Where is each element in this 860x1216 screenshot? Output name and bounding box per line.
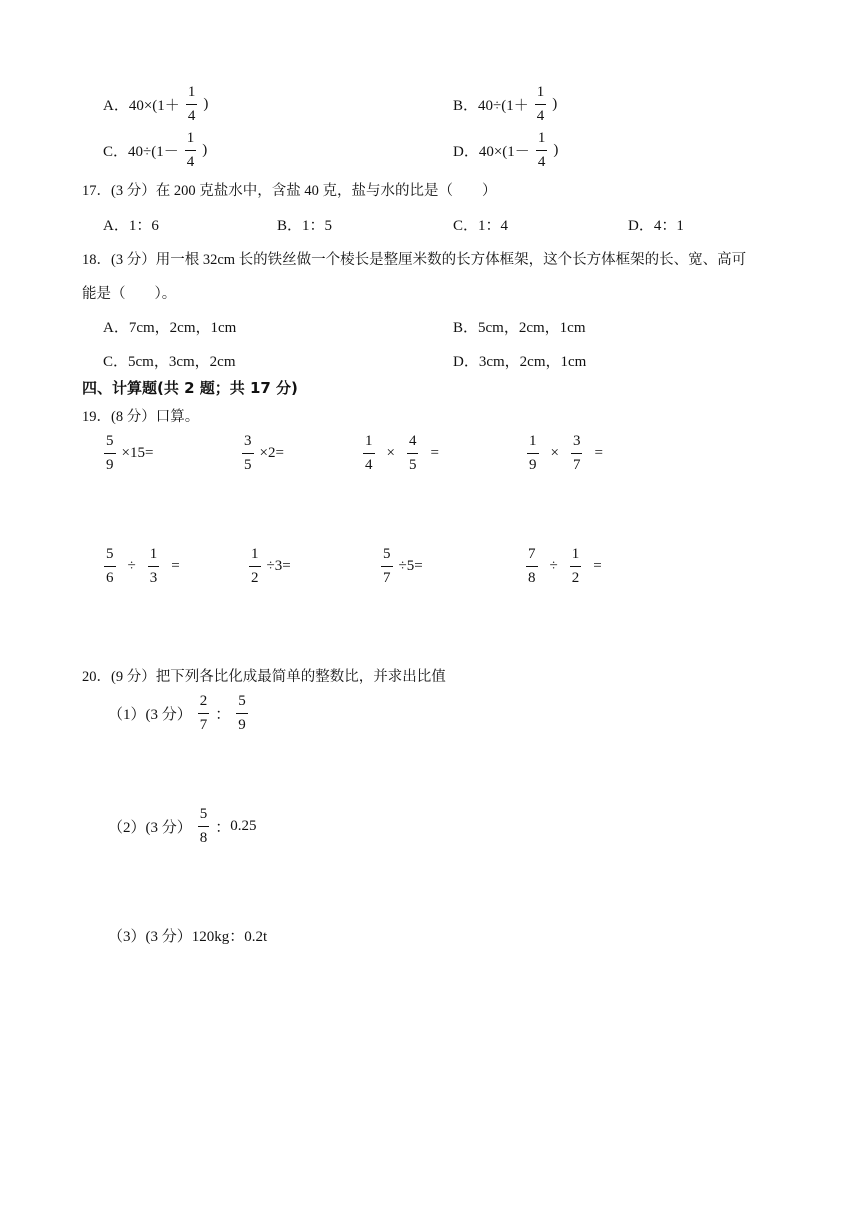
q19-item-2: $\frac{3}{5}$ ×2=	[244, 432, 284, 473]
fraction: $\frac{3}{7}$	[572, 432, 581, 473]
q18-option-a: A．7cm，2cm，1cm	[103, 320, 237, 336]
q19-stem: 19．(8 分）口算。	[82, 409, 200, 425]
fraction: $\frac{5}{7}$	[383, 545, 391, 586]
q18-stem-line2: 能是（ ）。	[82, 286, 177, 302]
fraction: $\frac{1}{4}$	[186, 129, 195, 170]
q18-option-d: D．3cm，2cm，1cm	[453, 354, 587, 370]
fraction: $\frac{5}{6}$	[106, 545, 114, 586]
fraction: $\frac{1}{4}$	[537, 129, 546, 170]
fraction: $\frac{1}{9}$	[529, 432, 537, 473]
q16-option-a: A． 40×(1＋ $\frac{1}{4}$ )	[103, 83, 209, 124]
q16-option-d: D． 40×(1－ $\frac{1}{4}$ )	[453, 129, 559, 170]
fraction: $\frac{1}{2}$	[251, 545, 259, 586]
q20-part-2: （2）(3 分） $\frac{5}{8}$ ： 0.25	[108, 805, 257, 846]
fraction: $\frac{5}{9}$	[238, 692, 246, 733]
q17-option-a: A．1：6	[103, 218, 159, 234]
q19-item-5: $\frac{5}{6}$ ÷ $\frac{1}{3}$ =	[106, 545, 180, 586]
q19-item-4: $\frac{1}{9}$ × $\frac{3}{7}$ =	[529, 432, 603, 473]
q17-option-c: C．1：4	[453, 218, 509, 234]
q19-item-7: $\frac{5}{7}$ ÷5=	[383, 545, 423, 586]
q19-item-8: $\frac{7}{8}$ ÷ $\frac{1}{2}$ =	[528, 545, 602, 586]
fraction: $\frac{3}{5}$	[244, 432, 252, 473]
q19-item-1: $\frac{5}{9}$ ×15=	[106, 432, 154, 473]
fraction: $\frac{1}{4}$	[187, 83, 196, 124]
q20-stem: 20．(9 分）把下列各比化成最简单的整数比，并求出比值	[82, 669, 446, 685]
q17-option-d: D．4：1	[628, 218, 684, 234]
fraction: $\frac{4}{5}$	[408, 432, 417, 473]
q16-option-b: B． 40÷(1＋ $\frac{1}{4}$ )	[453, 83, 558, 124]
fraction: $\frac{1}{3}$	[149, 545, 158, 586]
q17-stem: 17．(3 分）在 200 克盐水中，含盐 40 克，盐与水的比是（ ）	[82, 183, 497, 199]
q20-part-3: （3）(3 分）120kg：0.2t	[108, 929, 268, 945]
q18-stem-line1: 18．(3 分）用一根 32cm 长的铁丝做一个棱长是整厘米数的长方体框架，这个长方体框架的长、宽、高可	[82, 252, 747, 268]
fraction: $\frac{1}{4}$	[536, 83, 545, 124]
fraction: $\frac{1}{2}$	[571, 545, 580, 586]
fraction: $\frac{1}{4}$	[365, 432, 373, 473]
section-title: 四、计算题(共 2 题；共 17 分)	[82, 379, 298, 397]
fraction: $\frac{5}{9}$	[106, 432, 114, 473]
fraction: $\frac{5}{8}$	[199, 805, 208, 846]
q17-option-b: B．1：5	[277, 218, 333, 234]
q18-option-c: C．5cm，3cm，2cm	[103, 354, 236, 370]
q20-part-1: （1）(3 分） $\frac{2}{7}$ ： $\frac{5}{9}$	[108, 692, 246, 733]
q19-item-6: $\frac{1}{2}$ ÷3=	[251, 545, 291, 586]
q18-option-b: B．5cm，2cm，1cm	[453, 320, 586, 336]
q19-item-3: $\frac{1}{4}$ × $\frac{4}{5}$ =	[365, 432, 439, 473]
fraction: $\frac{2}{7}$	[199, 692, 208, 733]
fraction: $\frac{7}{8}$	[528, 545, 536, 586]
q16-option-c: C． 40÷(1－ $\frac{1}{4}$ )	[103, 129, 208, 170]
